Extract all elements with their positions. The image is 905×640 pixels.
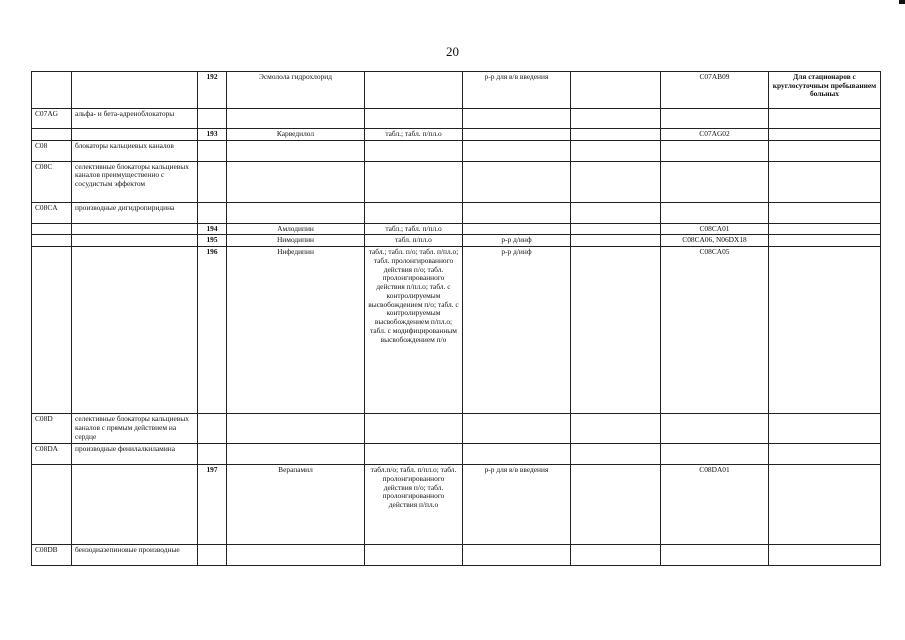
dosage-form <box>365 140 463 161</box>
extra-column <box>571 140 661 161</box>
drug-name <box>227 414 365 444</box>
row-number: 192 <box>198 72 227 109</box>
drug-name: Нимодипин <box>227 235 365 247</box>
atc-code <box>661 109 769 129</box>
row-number: 195 <box>198 235 227 247</box>
dosage-form <box>365 545 463 566</box>
atc-code <box>661 202 769 223</box>
atc-group-name: производные фенилалкиламина <box>72 444 198 465</box>
atc-code <box>661 545 769 566</box>
page-number: 20 <box>446 44 459 59</box>
usage-note <box>769 223 881 235</box>
drug-name: Верапамил <box>227 465 365 545</box>
table-row <box>32 414 881 444</box>
atc-code <box>661 140 769 161</box>
dosage-form-injection <box>463 161 571 202</box>
atc-group-name: бензодиазепиновые производные <box>72 545 198 566</box>
extra-column <box>571 235 661 247</box>
dosage-form-injection <box>463 109 571 129</box>
atc-group-name: альфа- и бета-адреноблокаторы <box>72 109 198 129</box>
table-row <box>32 129 881 141</box>
dosage-form: табл. п/пл.о <box>365 235 463 247</box>
extra-column <box>571 72 661 109</box>
drug-name <box>227 444 365 465</box>
row-number <box>198 444 227 465</box>
atc-group-code: C08DB <box>32 545 72 566</box>
usage-note <box>769 247 881 414</box>
dosage-form <box>365 72 463 109</box>
drug-name <box>227 109 365 129</box>
dosage-form-injection: р-р для в/в введения <box>463 72 571 109</box>
usage-note <box>769 140 881 161</box>
usage-note <box>769 235 881 247</box>
atc-group-name <box>72 129 198 141</box>
drug-name: Эсмолола гидрохлорид <box>227 72 365 109</box>
extra-column <box>571 414 661 444</box>
table-row <box>32 140 881 161</box>
atc-group-code: C08DA <box>32 444 72 465</box>
extra-column <box>571 444 661 465</box>
dosage-form: табл.п/о; табл. п/пл.о; табл. пролонгированного действия п/о; табл. пролонгированного действия п/пл.о <box>365 465 463 545</box>
atc-group-code <box>32 223 72 235</box>
atc-group-code: C08C <box>32 161 72 202</box>
drug-table <box>31 71 881 566</box>
table-row <box>32 109 881 129</box>
row-number: 193 <box>198 129 227 141</box>
extra-column <box>571 545 661 566</box>
atc-group-name: производные дигидропиридина <box>72 202 198 223</box>
dosage-form <box>365 202 463 223</box>
atc-code: C08CA06, N06DX18 <box>661 235 769 247</box>
table-row <box>32 202 881 223</box>
atc-group-name: блокаторы кальциевых каналов <box>72 140 198 161</box>
dosage-form: табл.; табл. п/пл.о <box>365 223 463 235</box>
dosage-form-injection <box>463 129 571 141</box>
row-number <box>198 202 227 223</box>
dosage-form-injection <box>463 545 571 566</box>
usage-note <box>769 129 881 141</box>
table-row <box>32 444 881 465</box>
dosage-form-injection <box>463 444 571 465</box>
dosage-form-injection: р-р для в/в введения <box>463 465 571 545</box>
usage-note <box>769 414 881 444</box>
atc-group-name <box>72 247 198 414</box>
dosage-form-injection <box>463 202 571 223</box>
table-row <box>32 223 881 235</box>
atc-group-name <box>72 223 198 235</box>
table-body <box>32 72 881 566</box>
drug-name <box>227 161 365 202</box>
row-number <box>198 161 227 202</box>
extra-column <box>571 109 661 129</box>
row-number <box>198 414 227 444</box>
dosage-form-injection <box>463 414 571 444</box>
table-row <box>32 247 881 414</box>
dosage-form-injection <box>463 223 571 235</box>
atc-group-code: C08D <box>32 414 72 444</box>
usage-note <box>769 444 881 465</box>
drug-name <box>227 140 365 161</box>
table-row <box>32 72 881 109</box>
atc-code <box>661 414 769 444</box>
drug-name: Карведилол <box>227 129 365 141</box>
atc-code <box>661 161 769 202</box>
drug-name <box>227 545 365 566</box>
row-number: 194 <box>198 223 227 235</box>
table-row <box>32 465 881 545</box>
atc-group-name <box>72 465 198 545</box>
atc-group-name: селективные блокаторы кальциевых каналов преимущественно с сосудистым эффектом <box>72 161 198 202</box>
row-number <box>198 140 227 161</box>
atc-group-code <box>32 129 72 141</box>
row-number <box>198 545 227 566</box>
extra-column <box>571 247 661 414</box>
drug-name <box>227 202 365 223</box>
atc-group-name <box>72 72 198 109</box>
usage-note <box>769 161 881 202</box>
atc-code: C07AG02 <box>661 129 769 141</box>
atc-code: C08DA01 <box>661 465 769 545</box>
extra-column <box>571 202 661 223</box>
extra-column <box>571 161 661 202</box>
usage-note <box>769 109 881 129</box>
usage-note <box>769 202 881 223</box>
drug-name: Амлодипин <box>227 223 365 235</box>
usage-note <box>769 465 881 545</box>
atc-group-code <box>32 247 72 414</box>
drug-name: Нифедипин <box>227 247 365 414</box>
scan-mark <box>899 0 905 4</box>
usage-note: Для стационаров с круглосуточным пребыванием больных <box>769 72 881 109</box>
dosage-form-injection: р-р д/инф <box>463 247 571 414</box>
table-row <box>32 161 881 202</box>
dosage-form <box>365 444 463 465</box>
atc-group-code <box>32 235 72 247</box>
row-number <box>198 109 227 129</box>
atc-group-code <box>32 72 72 109</box>
dosage-form <box>365 161 463 202</box>
atc-code <box>661 444 769 465</box>
atc-group-code: C07AG <box>32 109 72 129</box>
atc-code: C07AB09 <box>661 72 769 109</box>
dosage-form: табл.; табл. п/пл.о <box>365 129 463 141</box>
atc-group-code: C08 <box>32 140 72 161</box>
dosage-form: табл.; табл. п/о; табл. п/пл.о; табл. пролонгированного действия п/о; табл. пролонгированного действия п/пл.о; табл. с контролируемым высвобождением п/о; табл. с контролируемым высвобождением п/пл.о; табл. с модифицированным высвобождением п/о <box>365 247 463 414</box>
table-row <box>32 235 881 247</box>
atc-group-name: селективные блокаторы кальциевых каналов с прямым действием на сердце <box>72 414 198 444</box>
atc-group-code: C08CA <box>32 202 72 223</box>
atc-code: C08CA01 <box>661 223 769 235</box>
dosage-form-injection <box>463 140 571 161</box>
atc-code: C08CA05 <box>661 247 769 414</box>
atc-group-name <box>72 235 198 247</box>
dosage-form <box>365 414 463 444</box>
row-number: 197 <box>198 465 227 545</box>
row-number: 196 <box>198 247 227 414</box>
extra-column <box>571 129 661 141</box>
table-row <box>32 545 881 566</box>
atc-group-code <box>32 465 72 545</box>
extra-column <box>571 223 661 235</box>
extra-column <box>571 465 661 545</box>
usage-note <box>769 545 881 566</box>
dosage-form <box>365 109 463 129</box>
dosage-form-injection: р-р д/инф <box>463 235 571 247</box>
